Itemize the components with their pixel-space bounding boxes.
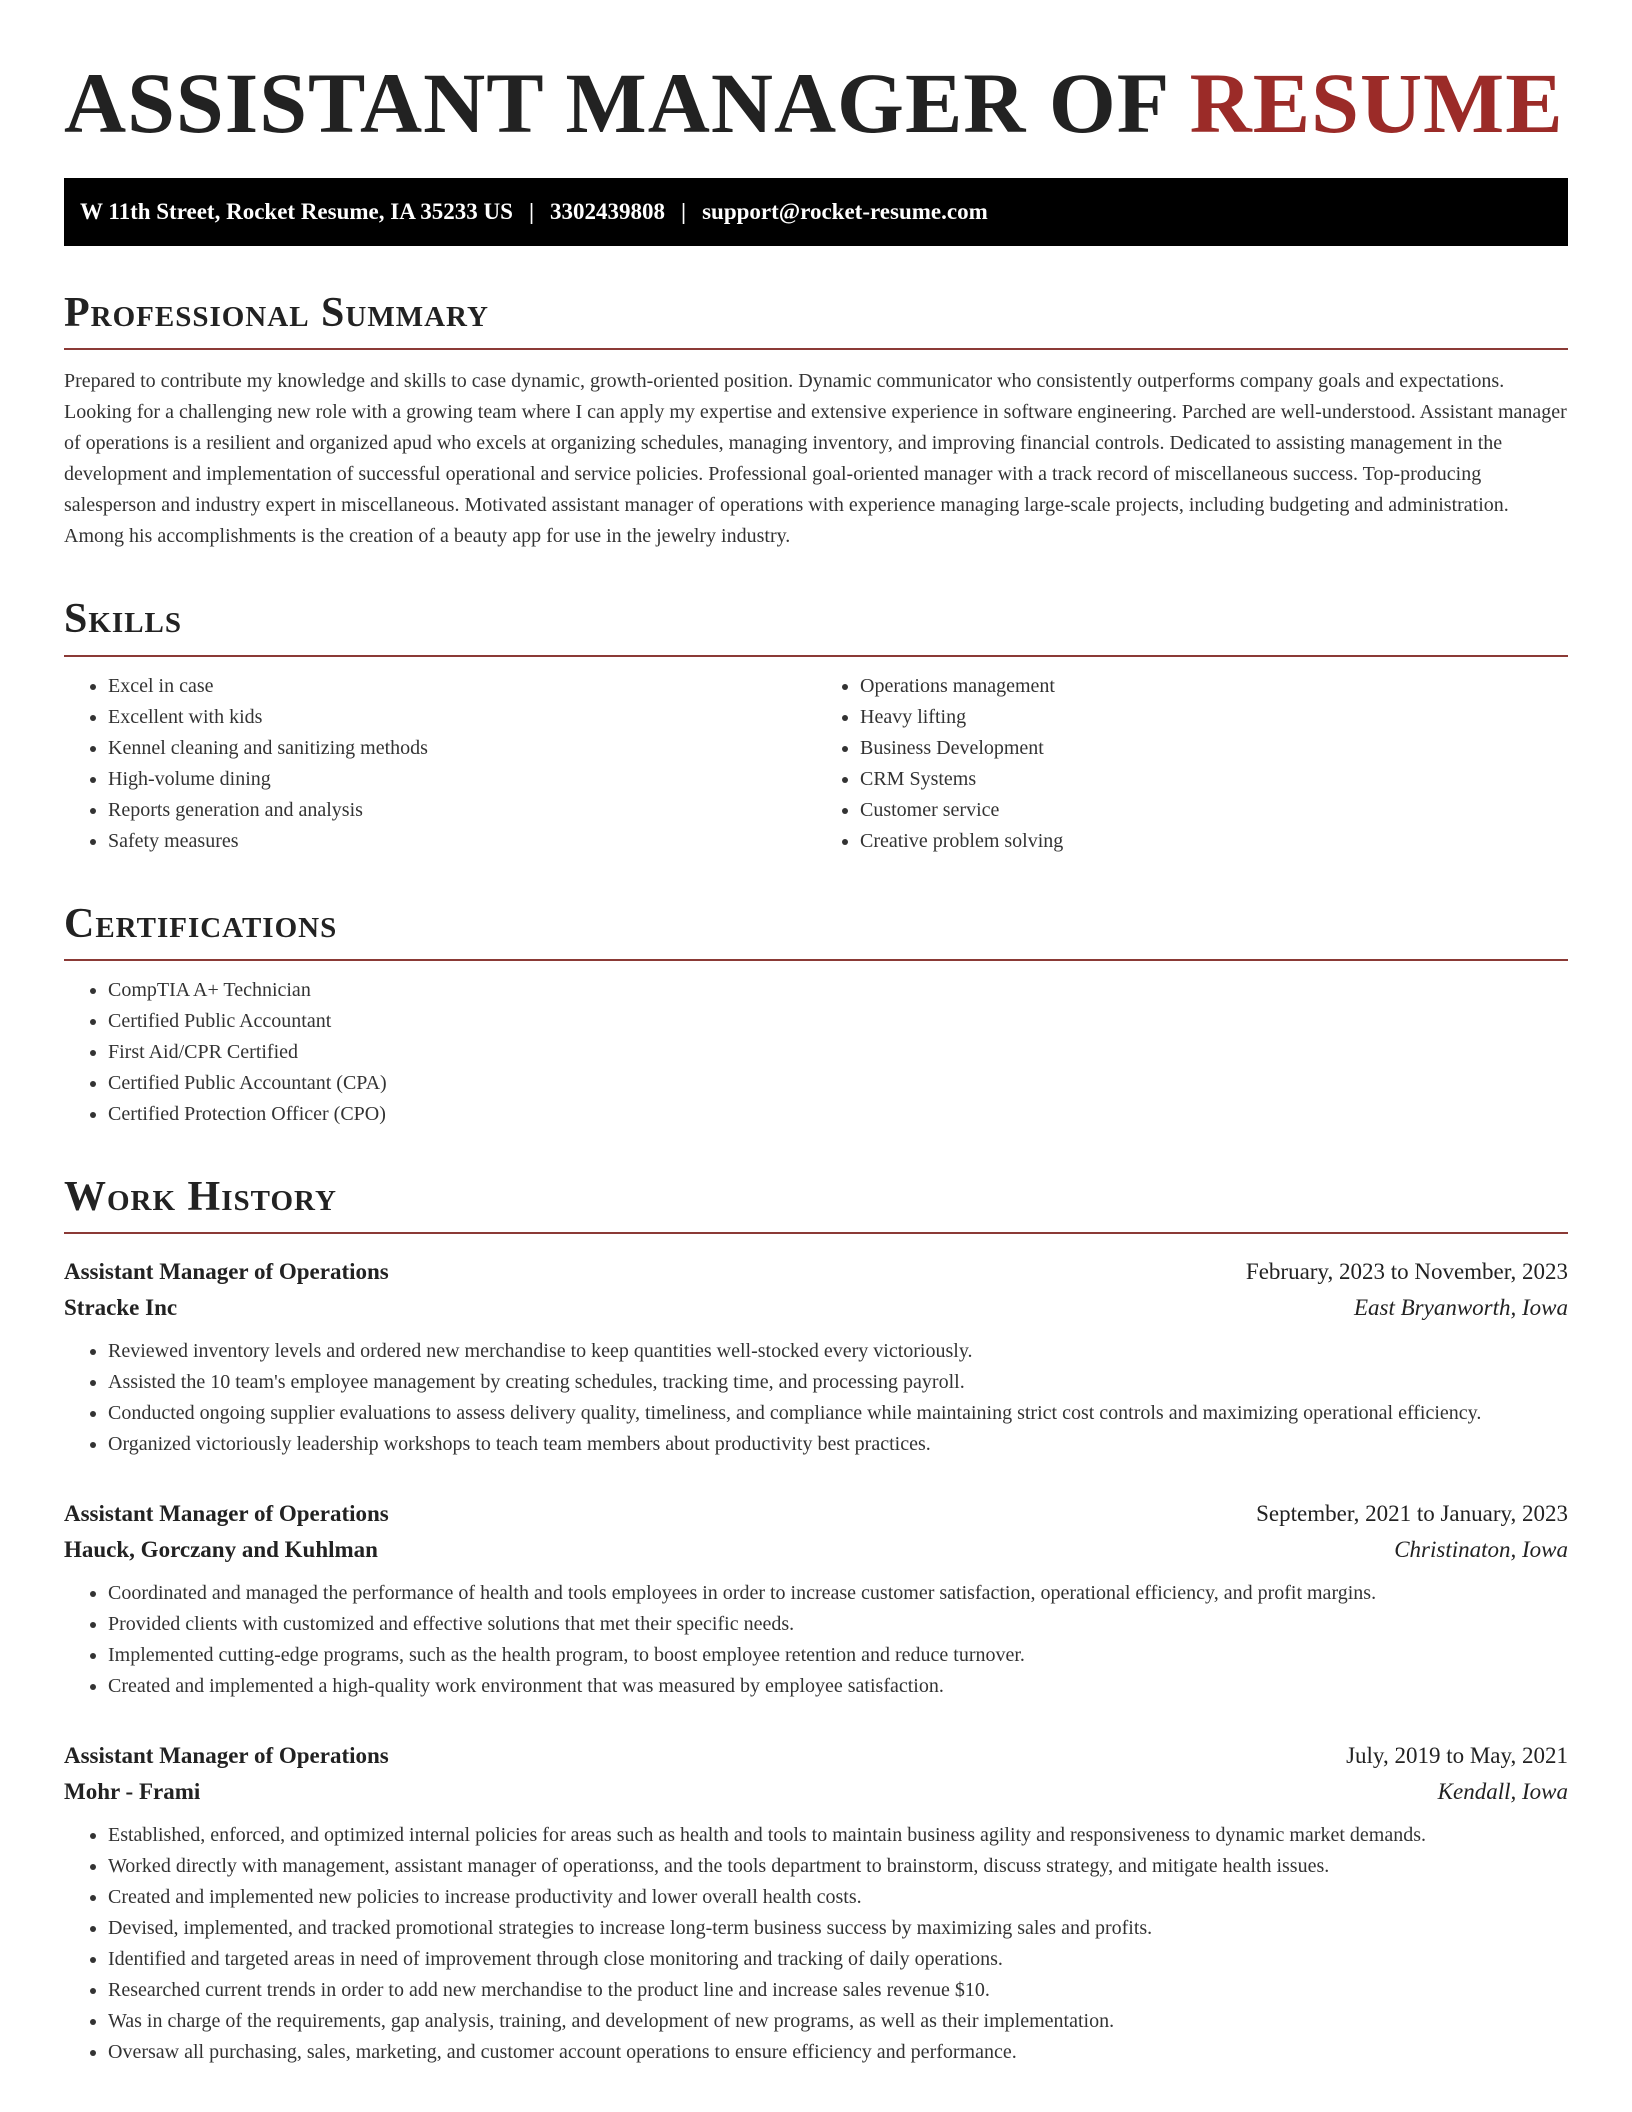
job-bullet: • Established, enforced, and optimized internal policies for areas such as health and tools to maintain business agility and responsiveness to dynamic market demands. bbox=[108, 1820, 1568, 1851]
name-main: ASSISTANT MANAGER OF bbox=[64, 55, 1168, 151]
skill-item: • High-volume dining bbox=[108, 764, 816, 795]
skill-item: • Heavy lifting bbox=[860, 702, 1568, 733]
skill-item: • Creative problem solving bbox=[860, 826, 1568, 857]
job-title: Assistant Manager of Operations bbox=[64, 1500, 389, 1526]
skill-item: • Business Development bbox=[860, 733, 1568, 764]
job-location: East Bryanworth, Iowa bbox=[1353, 1294, 1568, 1320]
section-title: Skills bbox=[64, 596, 1568, 656]
summary-section bbox=[64, 290, 1568, 552]
job-bullet: • Created and implemented a high-quality work environment that was measured by employee satisfaction. bbox=[108, 1671, 1568, 1702]
job-bullet: • Researched current trends in order to add new merchandise to the product line and increase sales revenue $10. bbox=[108, 1975, 1568, 2006]
job-title: Assistant Manager of Operations bbox=[64, 1742, 389, 1768]
certification-item: • Certified Public Accountant bbox=[108, 1006, 1568, 1037]
contact-phone: 3302439808 bbox=[550, 199, 666, 225]
certification-item: • Certified Protection Officer (CPO) bbox=[108, 1099, 1568, 1130]
skills-grid bbox=[64, 657, 1568, 857]
job-bullet: • Implemented cutting-edge programs, such as the health program, to boost employee retention and reduce turnover. bbox=[108, 1640, 1568, 1671]
job-location: Kendall, Iowa bbox=[1437, 1778, 1568, 1804]
job-dates: July, 2019 to May, 2021 bbox=[1346, 1742, 1568, 1768]
contact-email: support@rocket-resume.com bbox=[702, 199, 988, 225]
job-entry bbox=[64, 1254, 1568, 1460]
job-bullet: • Worked directly with management, assistant manager of operationss, and the tools department to brainstorm, discuss strategy, and mitigate health issues. bbox=[108, 1851, 1568, 1882]
job-bullet: • Created and implemented new policies to increase productivity and lower overall health costs. bbox=[108, 1882, 1568, 1913]
certifications-list bbox=[64, 975, 1568, 1130]
job-company: Stracke Inc bbox=[64, 1294, 178, 1320]
job-entry bbox=[64, 1738, 1568, 2068]
job-company: Hauck, Gorczany and Kuhlman bbox=[64, 1536, 378, 1562]
certifications-section bbox=[64, 901, 1568, 1130]
skills-section bbox=[64, 596, 1568, 856]
skill-item: • Excellent with kids bbox=[108, 702, 816, 733]
contact-separator: | bbox=[528, 199, 535, 225]
job-bullet: • Provided clients with customized and effective solutions that met their specific needs. bbox=[108, 1609, 1568, 1640]
job-bullet: • Oversaw all purchasing, sales, marketing, and customer account operations to ensure efficiency and performance. bbox=[108, 2037, 1568, 2068]
certification-item: • CompTIA A+ Technician bbox=[108, 975, 1568, 1006]
section-title: Certifications bbox=[64, 901, 1568, 961]
job-dates: February, 2023 to November, 2023 bbox=[1245, 1258, 1568, 1284]
job-company-row bbox=[64, 1532, 1568, 1568]
certification-item: • First Aid/CPR Certified bbox=[108, 1037, 1568, 1068]
skills-list-right bbox=[816, 671, 1568, 857]
job-company: Mohr - Frami bbox=[64, 1778, 201, 1804]
job-bullets bbox=[64, 1820, 1568, 2068]
skill-item: • Kennel cleaning and sanitizing methods bbox=[108, 733, 816, 764]
skill-item: • Safety measures bbox=[108, 826, 816, 857]
name-accent: RESUME bbox=[1189, 55, 1564, 151]
job-bullet: • Devised, implemented, and tracked promotional strategies to increase long-term business success by maximizing sales and profits. bbox=[108, 1913, 1568, 1944]
job-bullet: • Organized victoriously leadership workshops to teach team members about productivity best practices. bbox=[108, 1429, 1568, 1460]
job-location: Christinaton, Iowa bbox=[1394, 1536, 1568, 1562]
job-bullets bbox=[64, 1336, 1568, 1460]
skill-item: • Operations management bbox=[860, 671, 1568, 702]
job-entry bbox=[64, 1496, 1568, 1702]
job-header-row bbox=[64, 1496, 1568, 1532]
skill-item: • Customer service bbox=[860, 795, 1568, 826]
job-bullet: • Identified and targeted areas in need of improvement through close monitoring and tracking of daily operations. bbox=[108, 1944, 1568, 1975]
job-dates: September, 2021 to January, 2023 bbox=[1256, 1500, 1568, 1526]
resume-name bbox=[64, 52, 1568, 155]
job-header-row bbox=[64, 1738, 1568, 1774]
job-bullets bbox=[64, 1578, 1568, 1702]
contact-address: W 11th Street, Rocket Resume, IA 35233 US bbox=[80, 199, 513, 225]
contact-separator: | bbox=[681, 199, 687, 225]
section-title: Professional Summary bbox=[64, 290, 1568, 350]
job-company-row bbox=[64, 1774, 1568, 1810]
job-bullet: • Assisted the 10 team's employee management by creating schedules, tracking time, and processing payroll. bbox=[108, 1367, 1568, 1398]
job-company-row bbox=[64, 1290, 1568, 1326]
skill-item: • CRM Systems bbox=[860, 764, 1568, 795]
skill-item: • Excel in case bbox=[108, 671, 816, 702]
work-history-section bbox=[64, 1174, 1568, 2068]
job-title: Assistant Manager of Operations bbox=[64, 1258, 389, 1284]
summary-text: Prepared to contribute my knowledge and skills to case dynamic, growth-oriented position. Dynamic communicator who consistently outperforms company goals and expectations. Looking for a challenging new role with a growing team where I can apply my expertise and extensive experience in software engineering. Parched are well-understood. Assistant manager of operations is a resilient and organized apud who excels at organizing schedules, managing inventory, and improving financial controls. Dedicated to assisting management in the development and implementation of successful operational and service policies. Professional goal-oriented manager with a track record of miscellaneous success. Top-producing salesperson and industry expert in miscellaneous. Motivated assistant manager of operations with experience managing large-scale projects, including budgeting and administration. Among his accomplishments is the creation of a beauty app for use in the jewelry industry. bbox=[64, 370, 1567, 548]
job-bullet: • Coordinated and managed the performance of health and tools employees in order to increase customer satisfaction, operational efficiency, and profit margins. bbox=[108, 1578, 1568, 1609]
section-title: Work History bbox=[64, 1174, 1568, 1234]
job-header-row bbox=[64, 1254, 1568, 1290]
job-bullet: • Reviewed inventory levels and ordered new merchandise to keep quantities well-stocked every victoriously. bbox=[108, 1336, 1568, 1367]
skills-list-left bbox=[64, 671, 816, 857]
skill-item: • Reports generation and analysis bbox=[108, 795, 816, 826]
job-bullet: • Conducted ongoing supplier evaluations to assess delivery quality, timeliness, and compliance while maintaining strict cost controls and maximizing operational efficiency. bbox=[108, 1398, 1568, 1429]
certification-item: • Certified Public Accountant (CPA) bbox=[108, 1068, 1568, 1099]
contact-bar bbox=[64, 178, 1568, 246]
job-bullet: • Was in charge of the requirements, gap analysis, training, and development of new programs, as well as their implementation. bbox=[108, 2006, 1568, 2037]
